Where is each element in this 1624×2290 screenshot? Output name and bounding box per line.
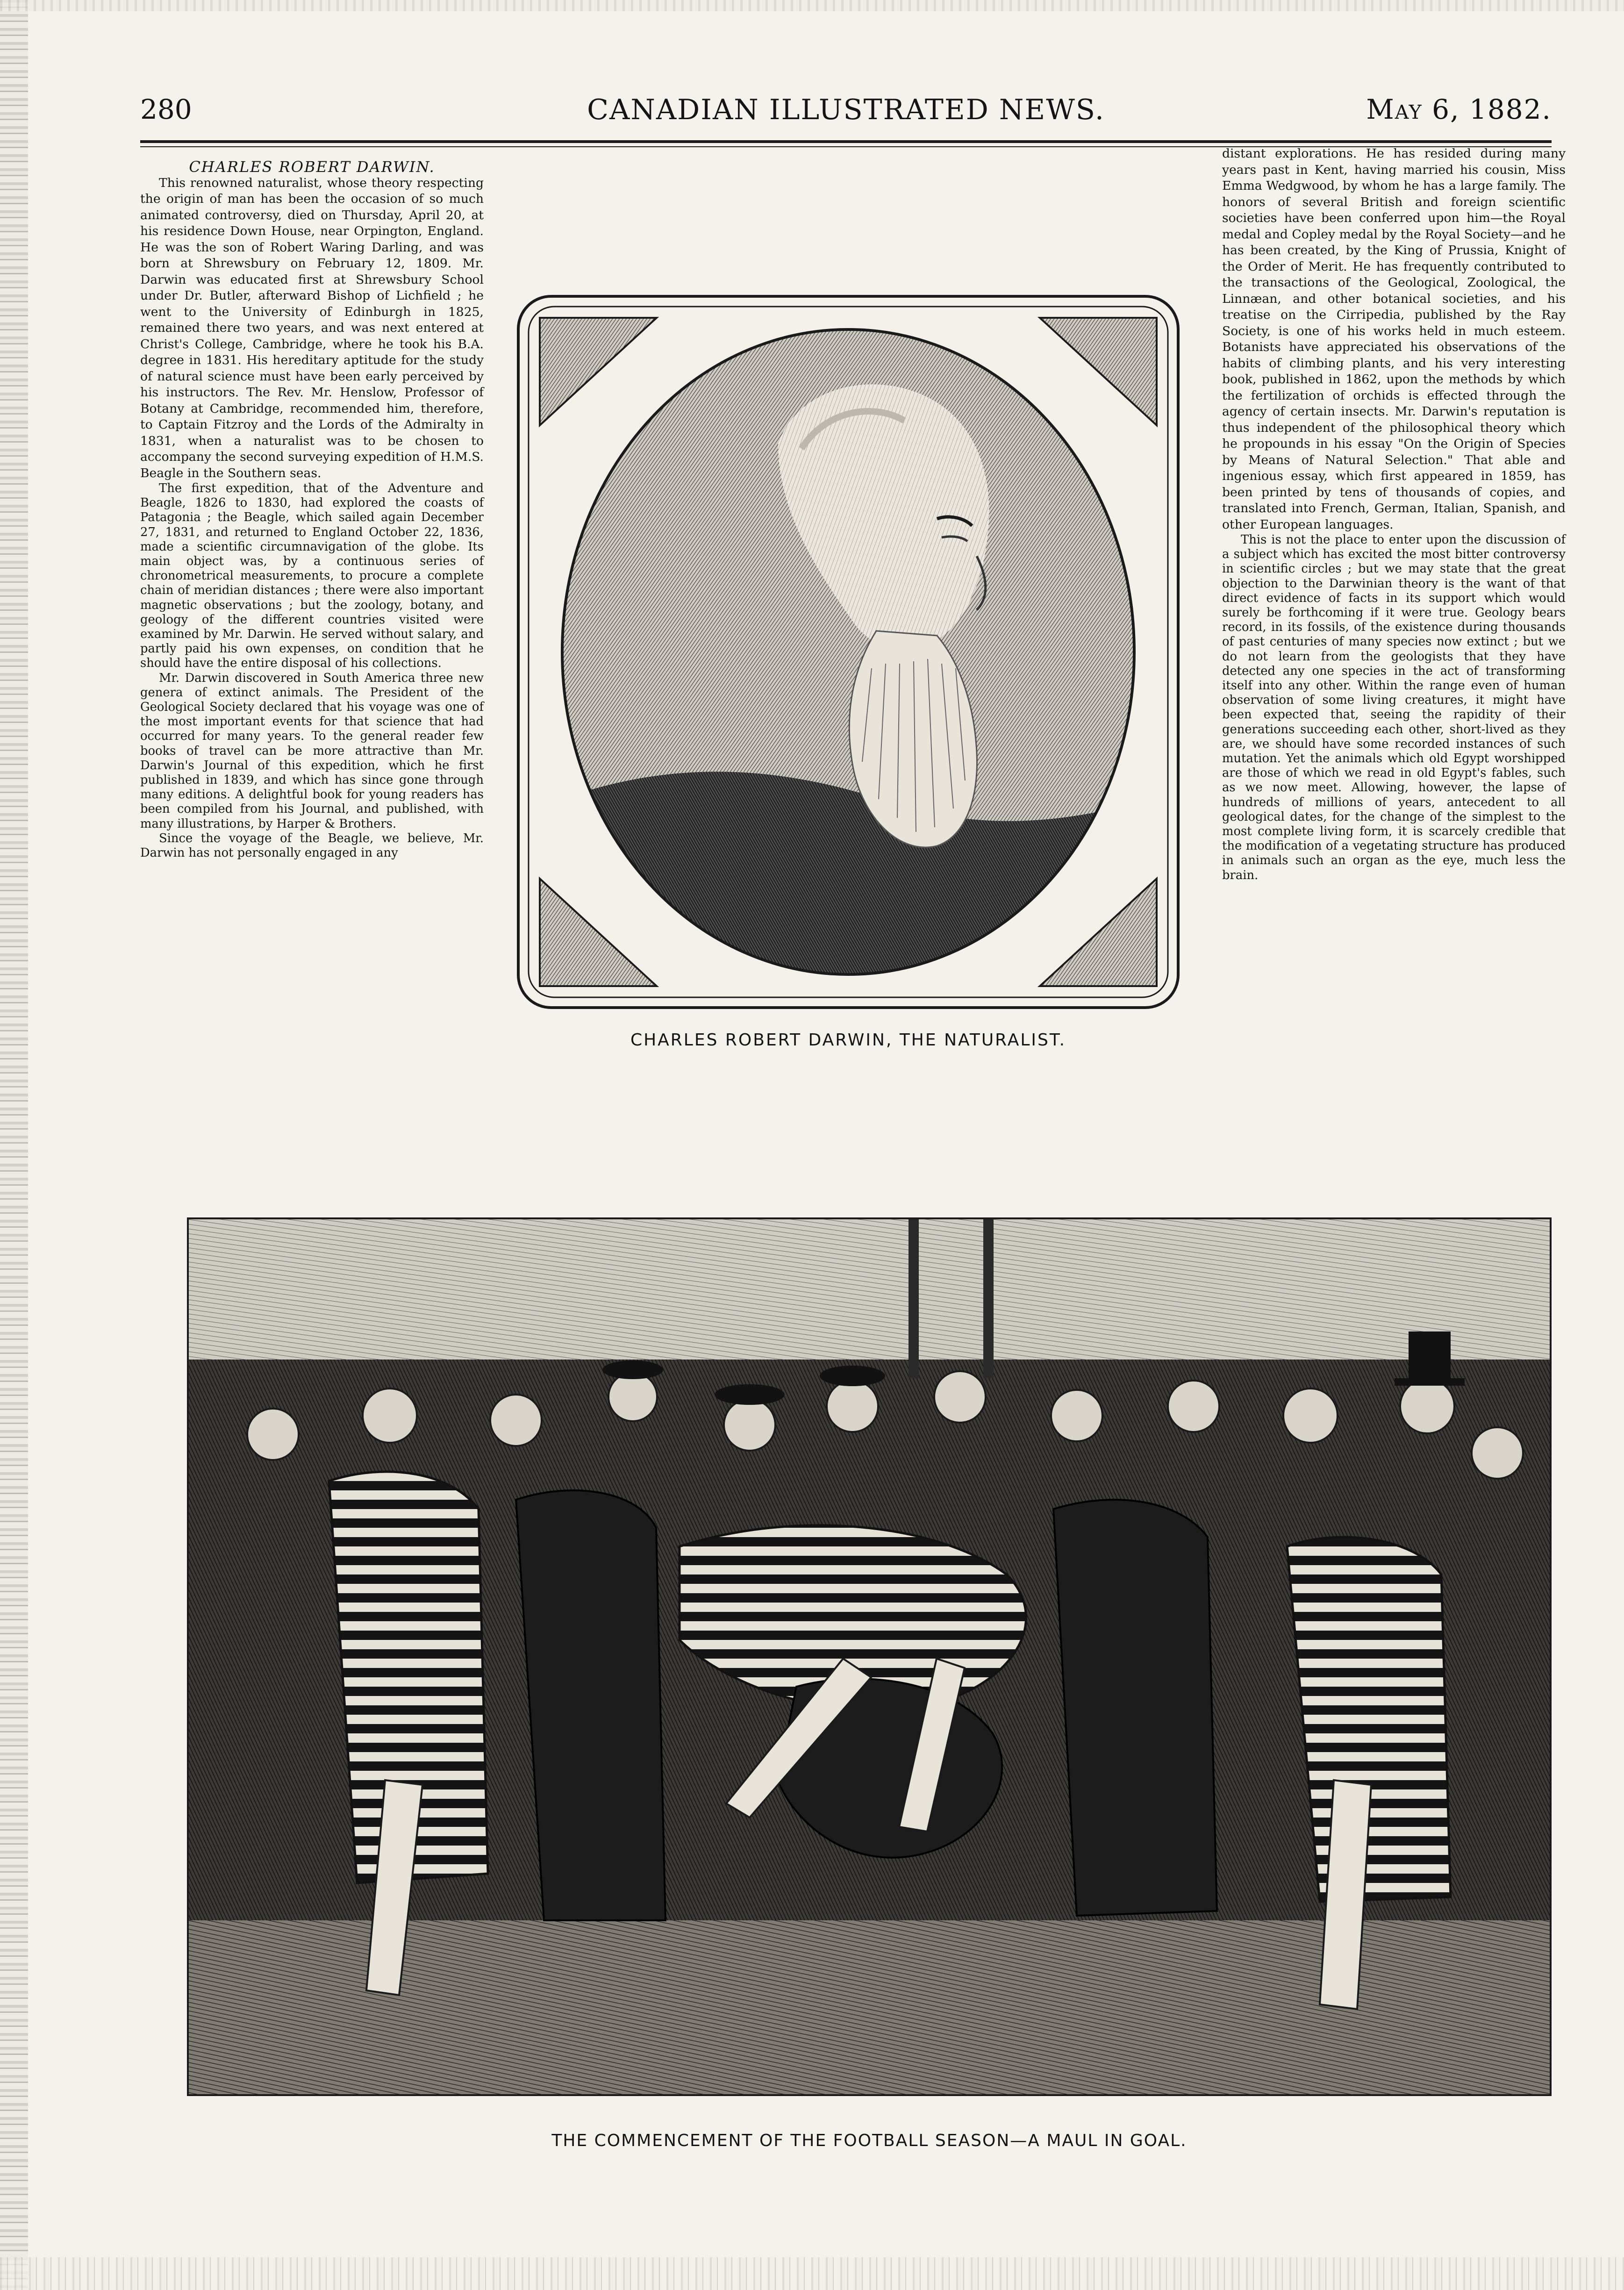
scan-edge-bottom (0, 2257, 1624, 2290)
article-paragraph: distant explorations. He has resided during many years past in Kent, having married his cousin, Miss Emma Wedgwood, by whom he has a large family. The honors of several British and foreign scientific societies have been conferred upon him—the Royal medal and Copley medal by the Royal Society—and he has been created, by the King of Prussia, Knight of the Order of Merit. He has frequently contributed to the transactions of the Geological, Zoological, the Linnæan, and other botanical societies, and his treatise on the Cirripedia, published by the Ray Society, is one of his works held in much esteem. Botanists have appreciated his observations of the habits of climbing plants, and his very interesting book, published in 1862, upon the methods by which the fertilization of orchids is effected through the agency of certain insects. Mr. Darwin's reputation is thus independent of the philosophical theory which he propounds in his essay "On the Origin of Species by Means of Natural Selection." That able and ingenious essay, which first appeared in 1859, has been printed by tens of thousands of copies, and translated into French, German, Italian, Spanish, and other European languages. (1222, 146, 1566, 532)
article-column-left (140, 159, 484, 860)
football-caption: THE COMMENCEMENT OF THE FOOTBALL SEASON—A MAUL IN GOAL. (551, 2131, 1187, 2150)
article-column-right (1222, 146, 1566, 883)
darwin-portrait-engraving (516, 294, 1180, 1009)
issue-date: May 6, 1882. (1366, 93, 1552, 125)
football-maul-engraving (187, 1217, 1552, 2096)
football-illustration (189, 1219, 1550, 2094)
scan-edge-top (0, 0, 1624, 11)
article-paragraph: Mr. Darwin discovered in South America three new genera of extinct animals. The President of the Geological Society declared that his voyage was one of the most important events for that science that had occurred for many years. To the general reader few books of travel can be more attractive than Mr. Darwin's Journal of this expedition, which he first published in 1839, and which has since gone through many editions. A delightful book for young readers has been compiled from his Journal, and published, with many illustrations, by Harper & Brothers. (140, 671, 484, 831)
article-title: CHARLES ROBERT DARWIN. (189, 158, 435, 176)
portrait-illustration (516, 294, 1180, 1009)
article-paragraph: This is not the place to enter upon the discussion of a subject which has excited the most bitter controversy in scientific circles ; but we may state that the great objection to the Darwinian theory is the want of that direct evidence of facts in its support which would surely be forthcoming if it were true. Geology bears record, in its fossils, of the existence during thousands of past centuries of many species now extinct ; but we do not learn from the geologists that they have detected any one species in the act of transforming itself into any other. Within the range even of human observation of some living creatures, it might have been expected that, seeing the rapidity of their generations succeeding each other, short-lived as they are, we should have some recorded instances of such mutation. Yet the animals which old Egypt worshipped are those of which we read in old Egypt's fables, such as we now meet. Allowing, however, the lapse of hundreds of millions of years, antecedent to all geological dates, for the change of the simplest to the most complete living form, it is scarcely credible that the modification of a vegetating structure has produced in animals such an organ as the eye, much less the brain. (1222, 533, 1566, 882)
page-number: 280 (140, 93, 192, 125)
portrait-caption: CHARLES ROBERT DARWIN, THE NATURALIST. (630, 1030, 1066, 1050)
masthead: CANADIAN ILLUSTRATED NEWS. (587, 93, 1105, 126)
article-paragraph: This renowned naturalist, whose theory respecting the origin of man has been the occasion of so much animated controversy, died on Thursday, April 20, at his residence Down House, near Orpington, England. He was the son of Robert Waring Darling, and was born at Shrewsbury on February 12, 1809. Mr. Darwin was educated first at Shrewsbury School under Dr. Butler, afterward Bishop of Lichfield ; he went to the University of Edinburgh in 1825, remained there two years, and was next entered at Christ's College, Cambridge, where he took his B.A. degree in 1831. His hereditary aptitude for the study of natural science must have been early perceived by his instructors. The Rev. Mr. Henslow, Professor of Botany at Cambridge, recommended him, therefore, to Captain Fitzroy and the Lords of the Admiralty in 1831, when a naturalist was to be chosen to accompany the second surveying expedition of H.M.S. Beagle in the Southern seas. (140, 175, 484, 480)
scan-edge-left (0, 0, 28, 2290)
article-paragraph: The first expedition, that of the Adventure and Beagle, 1826 to 1830, had explored the coasts of Patagonia ; the Beagle, which sailed again December 27, 1831, and returned to England October 22, 1836, made a scientific circumnavigation of the globe. Its main object was, by a continuous series of chronometrical measurements, to procure a complete chain of meridian distances ; there were also important magnetic observations ; but the zoology, botany, and geology of the different countries visited were examined by Mr. Darwin. He served without salary, and partly paid his own expenses, on condition that he should have the entire disposal of his collections. (140, 481, 484, 671)
article-paragraph: Since the voyage of the Beagle, we believe, Mr. Darwin has not personally engaged in any (140, 831, 484, 860)
header-rule-thick (140, 140, 1552, 143)
page-header (140, 93, 1552, 131)
